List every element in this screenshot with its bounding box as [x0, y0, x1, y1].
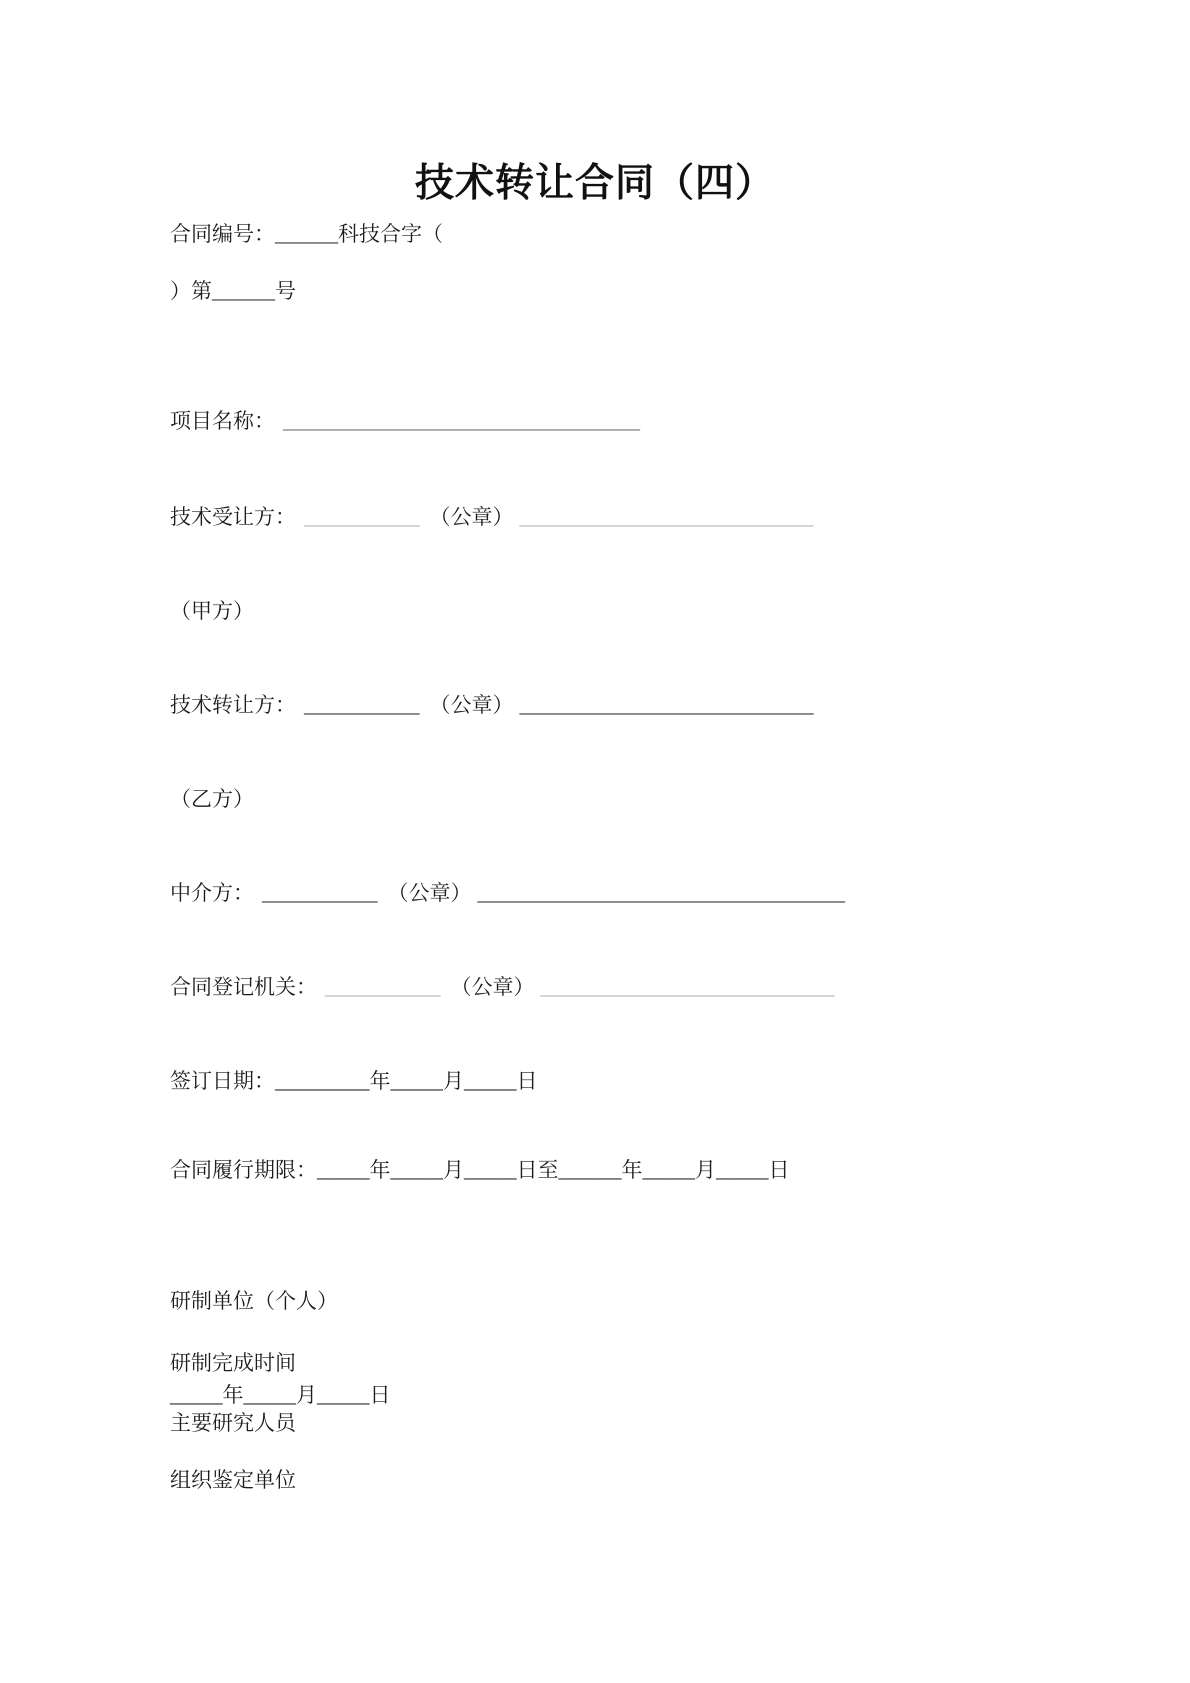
contract-number-blank: ______ — [275, 222, 338, 246]
transferee-label: 技术受让方： — [170, 505, 296, 529]
registry-line — [170, 974, 1130, 1001]
project-name-line — [170, 408, 1130, 435]
registry-seal-blank: ____________________________ — [540, 975, 835, 999]
intermediary-line — [170, 880, 1130, 907]
performance-period-line: 合同履行期限：_____年_____月_____日至______年_____月_____日 — [170, 1158, 790, 1182]
transferor-line — [170, 692, 1130, 719]
party-b-label: （乙方） — [170, 787, 254, 811]
contract-number-line-1 — [170, 221, 1130, 248]
development-completion-date-line: _____年_____月_____日 — [170, 1383, 391, 1407]
transferor-seal-label: （公章） — [429, 693, 514, 717]
intermediary-seal-blank: ___________________________________ — [477, 881, 845, 905]
contract-number-2-blank: ______ — [212, 279, 275, 303]
developer-line: 研制单位（个人） — [170, 1289, 338, 1313]
transferee-name-blank: ___________ — [304, 505, 420, 529]
intermediary-seal-label: （公章） — [387, 881, 472, 905]
development-completion-label: 研制完成时间 — [170, 1351, 296, 1375]
registry-seal-label: （公章） — [450, 975, 535, 999]
project-name-blank: __________________________________ — [283, 409, 640, 433]
transferee-line — [170, 504, 1130, 531]
transferor-label: 技术转让方： — [170, 693, 296, 717]
transferor-seal-blank: ____________________________ — [519, 693, 814, 717]
project-name-label: 项目名称： — [170, 409, 275, 433]
transferee-seal-label: （公章） — [429, 505, 514, 529]
contract-number-line-2 — [170, 278, 1130, 305]
contract-number-2-tail: 号 — [275, 279, 296, 303]
intermediary-label: 中介方： — [170, 881, 254, 905]
party-a-label: （甲方） — [170, 599, 254, 623]
intermediary-name-blank: ___________ — [262, 881, 378, 905]
document-title: 技术转让合同（四） — [414, 162, 775, 205]
signing-date-line: 签订日期：_________年_____月_____日 — [170, 1069, 538, 1093]
transferee-seal-blank: ____________________________ — [519, 505, 814, 529]
transferor-name-blank: ___________ — [304, 693, 420, 717]
registry-label: 合同登记机关： — [170, 975, 317, 999]
contract-number-label: 合同编号： — [170, 222, 275, 246]
researchers-label: 主要研究人员 — [170, 1411, 296, 1435]
contract-number-2-head: ）第 — [170, 279, 212, 303]
appraisal-org-label: 组织鉴定单位 — [170, 1468, 296, 1492]
contract-number-tail: 科技合字（ — [338, 222, 443, 246]
registry-name-blank: ___________ — [325, 975, 441, 999]
